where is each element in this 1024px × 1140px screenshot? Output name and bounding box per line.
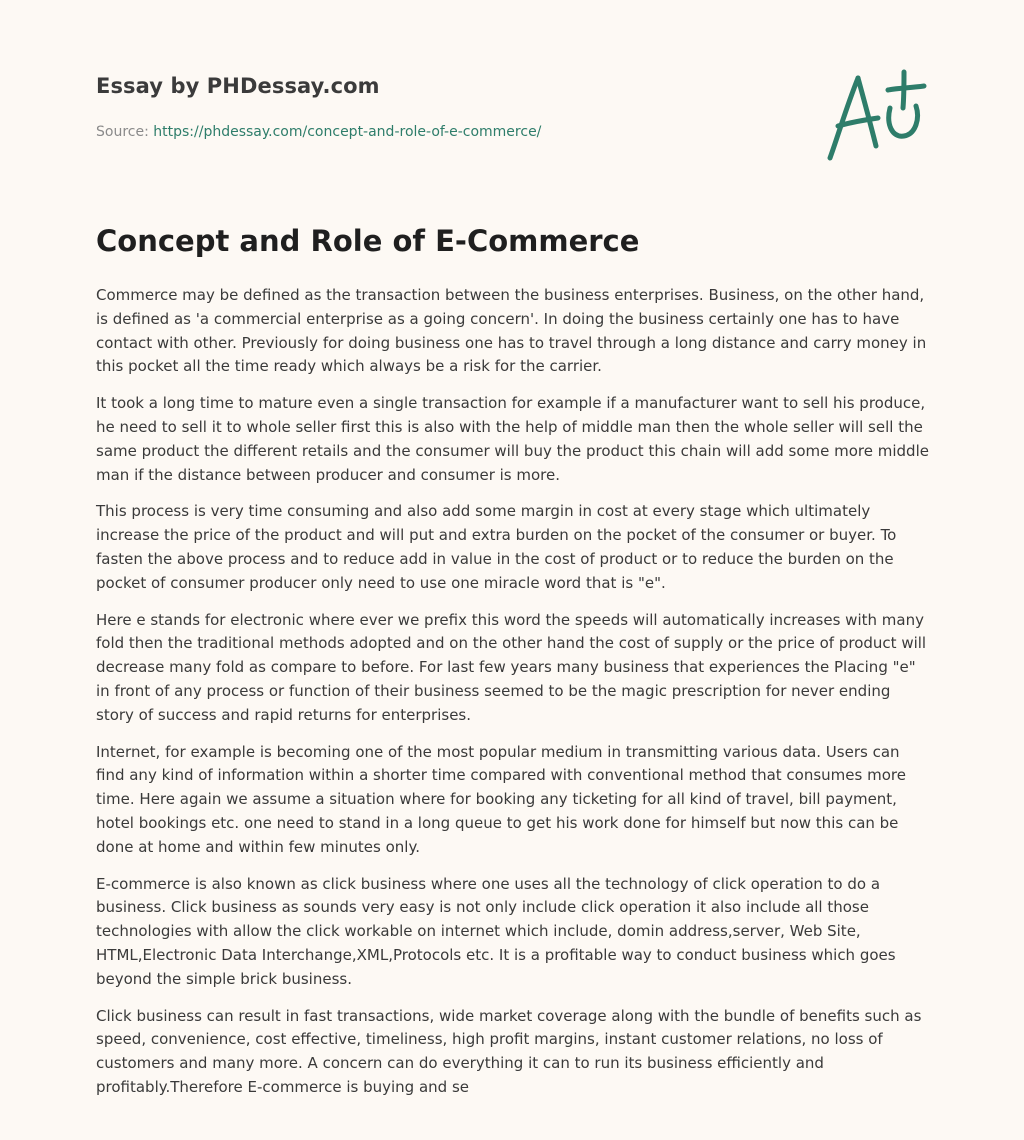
essay-body bbox=[96, 284, 932, 1113]
essay-paragraph: Commerce may be defined as the transaction between the business enterprises. Business, on the other hand, is defined as 'a commercial enterprise as a going concern'. In doing the business certainly one has to have contact with other. Previously for doing business one has to travel through a long distance and carry money in this pocket all the time ready which always be a risk for the carrier. bbox=[96, 286, 927, 376]
source-line bbox=[96, 124, 541, 140]
essay-paragraph: Here e stands for electronic where ever we prefix this word the speeds will automatically increases with many fold then the traditional methods adopted and on the other hand the cost of supply or the price of product will decrease many fold as compare to before. For last few years many business that experiences the Placing "e" in front of any process or function of their business seemed to be the magic prescription for never ending story of success and rapid returns for enterprises. bbox=[96, 610, 927, 724]
source-link[interactable]: https://phdessay.com/concept-and-role-of-e-commerce/ bbox=[153, 124, 542, 140]
site-brand: Essay by PHDessay.com bbox=[96, 74, 380, 98]
essay-paragraph: Click business can result in fast transactions, wide market coverage along with the bundle of benefits such as speed, convenience, cost effective, timeliness, high profit margins, instant customer relations, no loss of customers and many more. A concern can do everything it can to run its business efficiently and profitably.Therefore E-commerce is buying and se bbox=[96, 1006, 922, 1096]
essay-paragraph: It took a long time to mature even a single transaction for example if a manufacturer want to sell his produce, he need to sell it to whole seller first this is also with the help of middle man then the whole seller will sell the same product the different retails and the consumer will buy the product this chain will add some more middle man if the distance between producer and consumer is more. bbox=[96, 394, 929, 484]
essay-paragraph: Internet, for example is becoming one of the most popular medium in transmitting various data. Users can find any kind of information within a shorter time compared with conventional method that consumes more time. Here again we assume a situation where for booking any ticketing for all kind of travel, bill payment, hotel bookings etc. one need to stand in a long queue to get his work done for himself but now this can be done at home and within few minutes only. bbox=[96, 742, 906, 856]
source-label: Source: bbox=[96, 124, 154, 140]
essay-paragraph: E-commerce is also known as click business where one uses all the technology of click operation to do a business. Click business as sounds very easy is not only include click operation it also include all those technologies with allow the click workable on internet which include, domin address,server, Web Site, HTML,Electronic Data Interchange,XML,Protocols etc. It is a profitable way to conduct business which goes beyond the simple brick business. bbox=[96, 874, 896, 988]
essay-paragraph: This process is very time consuming and also add some margin in cost at every stage which ultimately increase the price of the product and will put and extra burden on the pocket of the consumer or buyer. To fasten the above process and to reduce add in value in the cost of product or to reduce the burden on the pocket of consumer producer only need to use one miracle word that is "e". bbox=[96, 502, 897, 592]
a-plus-logo-icon bbox=[820, 66, 930, 166]
essay-title: Concept and Role of E-Commerce bbox=[96, 224, 640, 258]
